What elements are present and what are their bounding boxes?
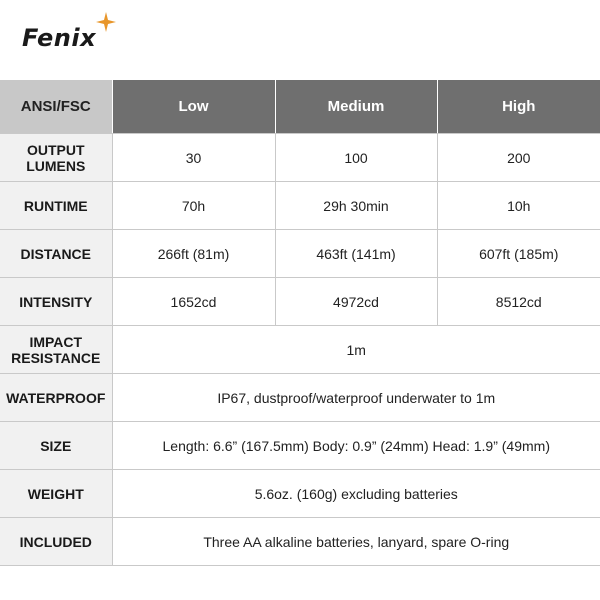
table-cell: 4972cd: [275, 278, 437, 326]
table-row: [0, 230, 600, 278]
table-row: [0, 278, 600, 326]
row-label: INTENSITY: [0, 278, 112, 326]
table-cell: Length: 6.6” (167.5mm) Body: 0.9” (24mm) Head: 1.9” (49mm): [112, 422, 600, 470]
table-cell: 29h 30min: [275, 182, 437, 230]
row-label: SIZE: [0, 422, 112, 470]
table-row: [0, 470, 600, 518]
table-cell: 463ft (141m): [275, 230, 437, 278]
row-label: WATERPROOF: [0, 374, 112, 422]
spec-table: [0, 80, 600, 566]
row-label: IMPACT RESISTANCE: [0, 326, 112, 374]
table-row: [0, 374, 600, 422]
row-label: OUTPUT LUMENS: [0, 134, 112, 182]
level-medium-header: Medium: [275, 80, 437, 134]
table-cell: 266ft (81m): [112, 230, 275, 278]
table-cell: 1652cd: [112, 278, 275, 326]
table-cell: 10h: [437, 182, 600, 230]
table-row: [0, 422, 600, 470]
row-label: WEIGHT: [0, 470, 112, 518]
table-cell: 70h: [112, 182, 275, 230]
table-cell: Three AA alkaline batteries, lanyard, spare O-ring: [112, 518, 600, 566]
table-row: [0, 182, 600, 230]
level-low-header: Low: [112, 80, 275, 134]
corner-header: ANSI/FSC: [0, 80, 112, 134]
table-cell: 1m: [112, 326, 600, 374]
brand-name: Fenix: [22, 24, 97, 52]
table-row: [0, 518, 600, 566]
table-row: [0, 326, 600, 374]
table-cell: IP67, dustproof/waterproof underwater to 1m: [112, 374, 600, 422]
table-cell: 100: [275, 134, 437, 182]
table-cell: 8512cd: [437, 278, 600, 326]
table-row: [0, 134, 600, 182]
level-high-header: High: [437, 80, 600, 134]
row-label: INCLUDED: [0, 518, 112, 566]
row-label: RUNTIME: [0, 182, 112, 230]
star-icon: [96, 12, 116, 32]
table-cell: 607ft (185m): [437, 230, 600, 278]
row-label: DISTANCE: [0, 230, 112, 278]
table-header-row: [0, 80, 600, 134]
table-cell: 30: [112, 134, 275, 182]
table-cell: 5.6oz. (160g) excluding batteries: [112, 470, 600, 518]
table-cell: 200: [437, 134, 600, 182]
